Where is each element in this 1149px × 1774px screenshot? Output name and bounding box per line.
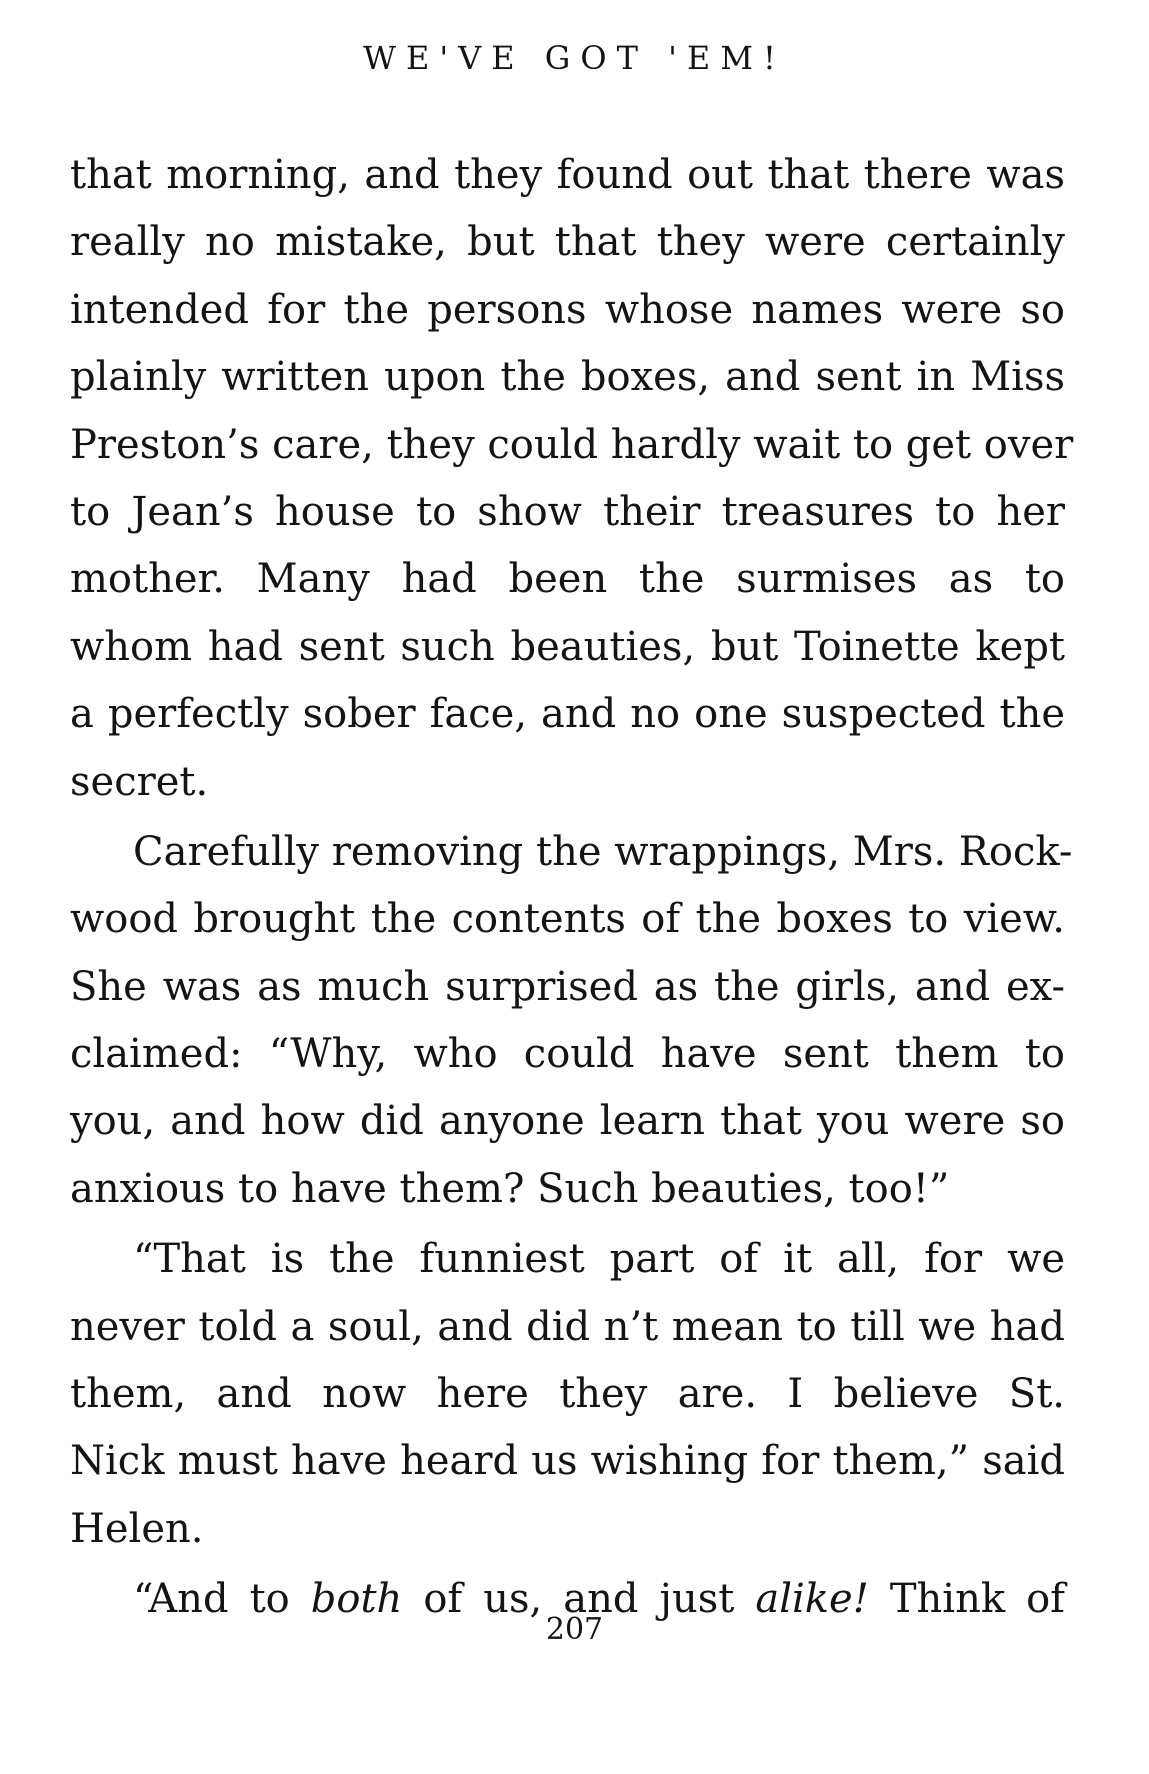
text-line: Nick must have heard us wishing for them,” said xyxy=(70,1438,1065,1485)
text-line: Helen. xyxy=(70,1505,204,1552)
text-line: Carefully removing the wrappings, Mrs. Rock- xyxy=(133,828,1073,875)
text-line: to Jean’s house to show their treasures to her xyxy=(70,488,1065,535)
page-number: 207 xyxy=(545,1612,604,1647)
text-line: mother. Many had been the surmises as to xyxy=(70,556,1065,603)
text-line: secret. xyxy=(70,758,209,805)
text-line: you, and how did anyone learn that you were so xyxy=(70,1098,1065,1145)
text-line: claimed: “Why, who could have sent them to xyxy=(70,1031,1065,1078)
text-line: never told a soul, and did n’t mean to till we had xyxy=(70,1303,1065,1350)
text-line: really no mistake, but that they were certainly xyxy=(70,219,1065,266)
text-line: Preston’s care, they could hardly wait to get over xyxy=(70,421,1074,468)
text-fragment: “And to xyxy=(133,1576,311,1623)
text-line: plainly written upon the boxes, and sent in Miss xyxy=(70,354,1065,401)
text-line: them, and now here they are. I believe St. xyxy=(70,1371,1065,1418)
text-line: that morning, and they found out that there was xyxy=(70,152,1065,198)
text-line: wood brought the contents of the boxes to view. xyxy=(70,896,1065,943)
text-line: “That is the funniest part of it all, for we xyxy=(133,1236,1065,1283)
text-line: a perfectly sober face, and no one suspected the xyxy=(70,691,1065,738)
italic-word: both xyxy=(310,1576,403,1623)
running-head: WE'VE GOT 'EM! xyxy=(363,39,786,77)
text-line: anxious to have them? Such beauties, too!” xyxy=(70,1165,950,1212)
text-fragment: Think of xyxy=(868,1576,1065,1623)
text-fragment: of us, and just xyxy=(402,1576,756,1623)
text-line: whom had sent such beauties, but Toinette kept xyxy=(70,623,1065,670)
italic-word: alike! xyxy=(755,1576,869,1623)
text-line: intended for the persons whose names were so xyxy=(70,286,1065,333)
text-line: She was as much surprised as the girls, and ex- xyxy=(70,963,1065,1010)
body-text xyxy=(70,142,1074,1634)
